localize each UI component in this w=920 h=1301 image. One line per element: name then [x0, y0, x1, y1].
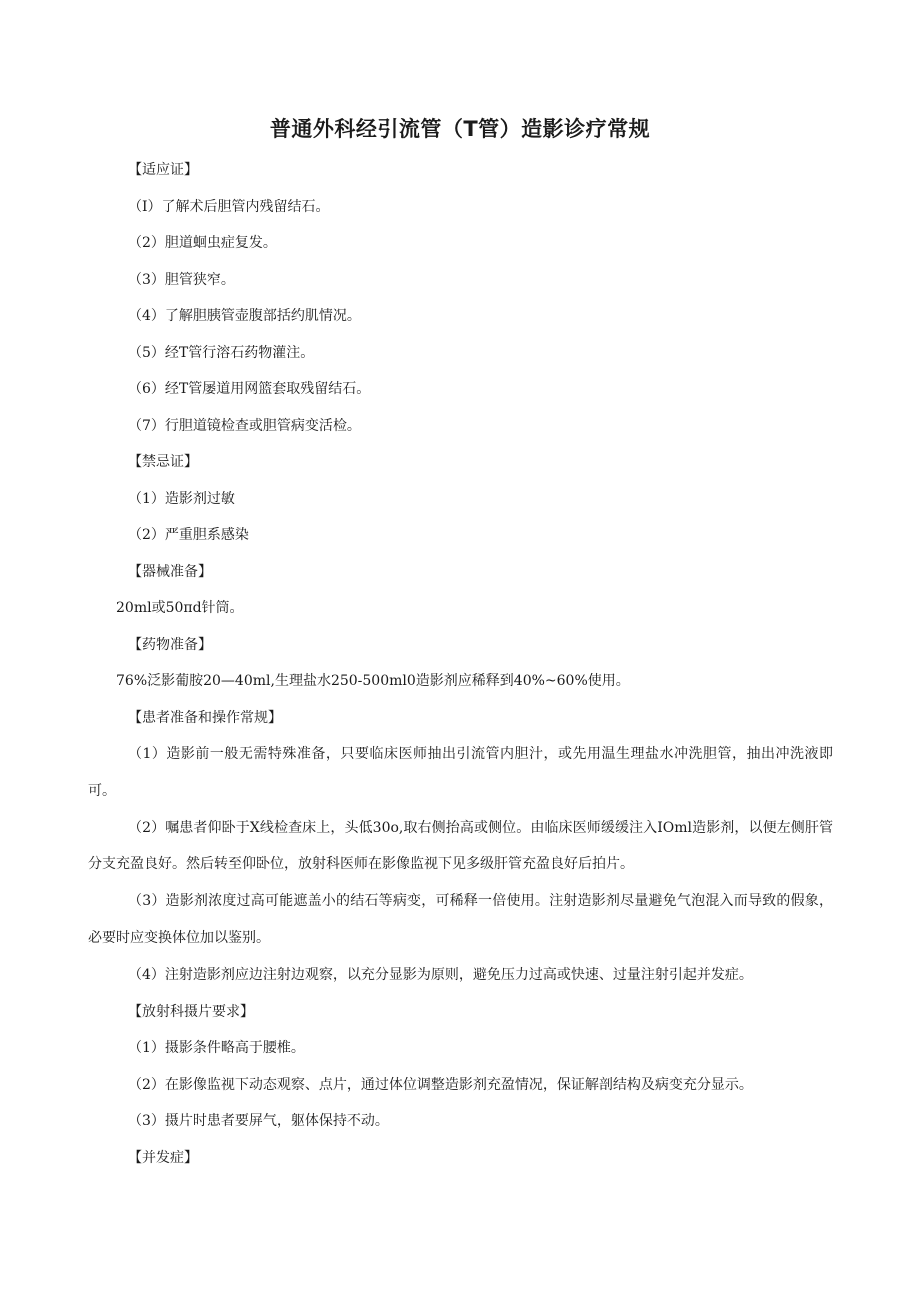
instruments-text: 20ml或50πd针筒。 — [116, 600, 244, 616]
list-item: （6）经T管屡道用网篮套取残留结石。 — [128, 381, 371, 397]
list-item: （I）了解术后胆管内残留结石。 — [128, 198, 330, 215]
section-heading-procedure: 【患者准备和操作常规】 — [128, 709, 282, 726]
list-item: （2）在影像监视下动态观察、点片，通过体位调整造影剂充盈情况，保证解剖结构及病变充分显示。 — [128, 1076, 753, 1093]
section-heading-instruments: 【器械准备】 — [128, 563, 212, 580]
document-title: 普通外科经引流管（T管）造影诊疗常规 — [269, 117, 651, 141]
list-item: （5）经T管行溶石药物灌注。 — [128, 344, 315, 361]
section-heading-radiology: 【放射科摄片要求】 — [128, 1003, 254, 1020]
procedure-paragraph: （3）造影剂浓度过高可能遮盖小的结石等病变，可稀释一倍使用。注射造影剂尽量避免气泡混入而导致的假象，必要时应变换体位加以鉴别。 — [88, 893, 833, 946]
list-item: （4）了解胆胰管壶腹部括约肌情况。 — [128, 308, 361, 324]
section-heading-drugs: 【药物准备】 — [128, 636, 212, 653]
list-item: （3）胆管狭窄。 — [128, 271, 235, 288]
list-item: （1）摄影条件略高于腰椎。 — [128, 1040, 305, 1057]
drugs-text: 76%泛影葡胺20—40ml,生理盐水250-500ml0造影剂应稀释到40%~60%使用。 — [116, 673, 630, 689]
section-heading-indications: 【适应证】 — [128, 162, 198, 178]
list-item: （2）严重胆系感染 — [128, 527, 249, 543]
procedure-paragraph: （2）嘱患者仰卧于X线检查床上，头低30o,取右侧抬高或侧位。由临床医师缓缓注入IOml造影剂，以便左侧肝管分支充盈良好。然后转至仰卧位，放射科医师在影像监视下见多级肝管充盈良好后拍片。 — [88, 819, 833, 873]
section-heading-contraindications: 【禁忌证】 — [128, 454, 198, 470]
procedure-paragraph: （4）注射造影剂应边注射边观察，以充分显影为原则，避免压力过高或快速、过量注射引起并发症。 — [128, 966, 753, 983]
list-item: （3）摄片时患者要屏气，躯体保持不动。 — [128, 1113, 389, 1130]
list-item: （7）行胆道镜检查或胆管病变活检。 — [128, 417, 361, 434]
list-item: （2）胆道蛔虫症复发。 — [128, 235, 277, 251]
procedure-paragraph: （1）造影前一般无需特殊准备，只要临床医师抽出引流管内胆汁，或先用温生理盐水冲洗胆管，抽出冲洗液即可。 — [88, 746, 833, 799]
list-item: （1）造影剂过敏 — [128, 490, 235, 507]
section-heading-complications: 【并发症】 — [128, 1149, 198, 1166]
document-body — [88, 152, 833, 1176]
